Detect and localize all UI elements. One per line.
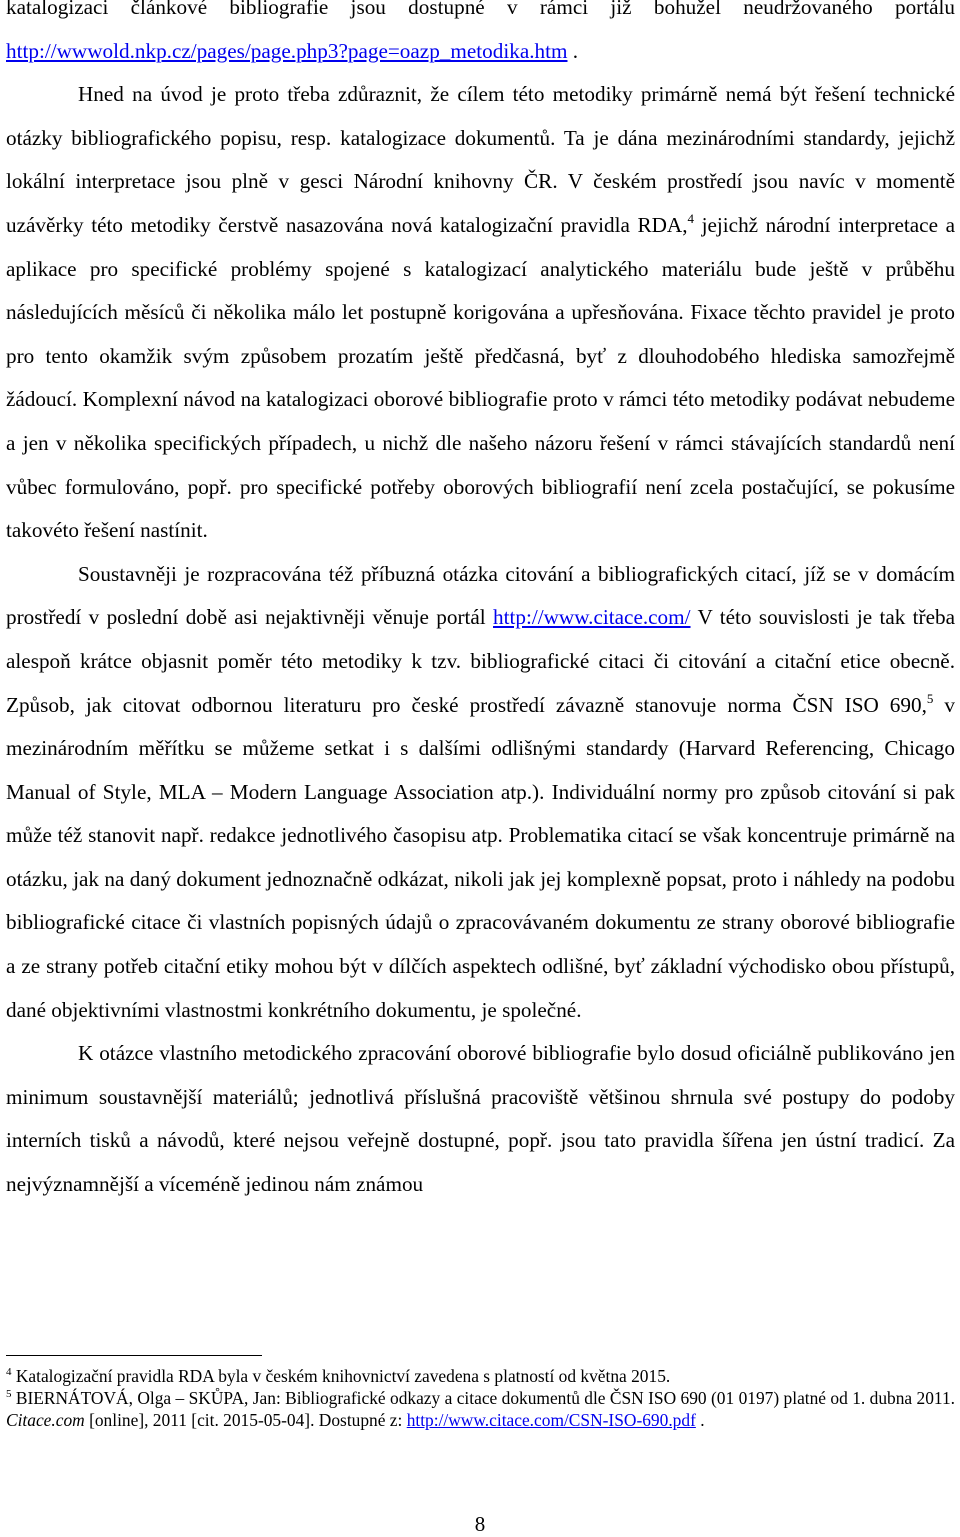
footnote-separator	[6, 1355, 262, 1356]
page-body	[6, 0, 955, 1207]
paragraph-3-text-a: Soustavněji je rozpracována též příbuzná otázka citování a bibliografických citací, jíž se v domácím prostředí v poslední době asi nejaktivněji věnuje portál	[6, 561, 955, 630]
footnote-5	[6, 1388, 955, 1432]
footnote-4	[6, 1366, 955, 1388]
paragraph-1	[6, 0, 955, 73]
footnote-4-text: Katalogizační pravidla RDA byla v českém knihovnictví zavedena s platností od května 2015.	[11, 1366, 671, 1386]
paragraph-2	[6, 73, 955, 553]
paragraph-2-text-b: jejichž národní interpretace a aplikace pro specifické problémy spojené s katalogizací analytického materiálu bude ještě v průběhu následujících měsíců či několika málo let postupně korigována a upřesňována. Fixace těchto pravidel je proto pro tento okamžik svým způsobem prozatím ještě předčasná, byť z dlouhodobého hlediska samozřejmě žádoucí. Komplexní návod na katalogizaci oborové bibliografie proto v rámci této metodiky podávat nebudeme a jen v několika specifických případech, u nichž dle našeho názoru řešení v rámci stávajících standardů není vůbec formulováno, popř. pro specifické potřeby oborových bibliografií není zcela postačující, se pokusíme takovéto řešení nastínit.	[6, 212, 955, 543]
paragraph-1-tail: .	[567, 38, 579, 63]
paragraph-3-text-c: v mezinárodním měřítku se můžeme setkat i s dalšími odlišnými standardy (Harvard Referencing, Chicago Manual of Style, MLA – Modern Language Association atp.). Individuální normy pro způsob citování si pak může též stanovit např. redakce jednotlivého časopisu atp. Problematika citací se však koncentruje primárně na otázku, jak na daný dokument jednoznačně odkázat, nikoli jak jej komplexně popsat, proto i náhledy na podobu bibliografické citace či vlastních popisných údajů o zpracovávaném dokumentu ze strany oborové bibliografie a ze strany potřeb citační etiky mohou být v dílčích aspektech odlišné, byť základní východisko obou přístupů, dané objektivními vlastnostmi konkrétního dokumentu, je společné.	[6, 692, 955, 1022]
footnote-5-title: Citace.com	[6, 1409, 85, 1430]
footnote-5-tail: .	[695, 1409, 705, 1430]
footnote-ref-4[interactable]: 4	[687, 210, 694, 226]
page-number: 8	[474, 1512, 486, 1536]
footnote-5-text-b: [online], 2011 [cit. 2015-05-04]. Dostupné z:	[84, 1409, 407, 1430]
footnote-4-number: 4	[6, 1366, 12, 1378]
footnote-ref-5[interactable]: 5	[926, 690, 934, 706]
paragraph-4-text: K otázce vlastního metodického zpracování oborové bibliografie bylo dosud oficiálně publikováno jen minimum soustavnější materiálů; jednotlivá příslušná pracoviště většinou shrnula své postupy do podoby interních tisků a návodů, které nejsou veřejně dostupné, popř. jsou tato pravidla šířena jen ústní tradicí. Za nejvýznamnější a víceméně jedinou nám známou	[6, 1041, 955, 1197]
paragraph-1-text: katalogizaci článkové bibliografie jsou dostupné v rámci již bohužel neudržovaného portálu	[6, 0, 955, 19]
footnotes	[6, 1366, 955, 1431]
paragraph-3-text-b: V této souvislosti je tak třeba alespoň krátce objasnit poměr této metodiky k tzv. bibliografické citaci či citování a citační etice obecně. Způsob, jak citovat odbornou literaturu pro české prostředí závazně stanovuje norma ČSN ISO 690,	[6, 605, 955, 717]
paragraph-2-text-a: Hned na úvod je proto třeba zdůraznit, že cílem této metodiky primárně nemá být řešení technické otázky bibliografického popisu, resp. katalogizace dokumentů. Ta je dána mezinárodními standardy, jejichž lokální interpretace jsou plně v gesci Národní knihovny ČR. V českém prostředí jsou navíc v momentě uzávěrky této metodiky čerstvě nasazována nová katalogizační pravidla RDA,	[6, 82, 955, 237]
link-citace-pdf[interactable]: http://www.citace.com/CSN-ISO-690.pdf	[406, 1409, 696, 1430]
paragraph-3	[6, 553, 955, 1033]
link-citace[interactable]: http://www.citace.com/	[493, 605, 691, 630]
link-nkp-metodika[interactable]: http://wwwold.nkp.cz/pages/page.php3?page=oazp_metodika.htm	[6, 38, 568, 63]
footnote-5-number: 5	[6, 1387, 12, 1400]
paragraph-4	[6, 1032, 955, 1206]
footnote-5-text-a: BIERNÁTOVÁ, Olga – SKŮPA, Jan: Bibliografické odkazy a citace dokumentů dle ČSN ISO 690 (01 0197) platné od 1. dubna 2011.	[11, 1387, 955, 1408]
